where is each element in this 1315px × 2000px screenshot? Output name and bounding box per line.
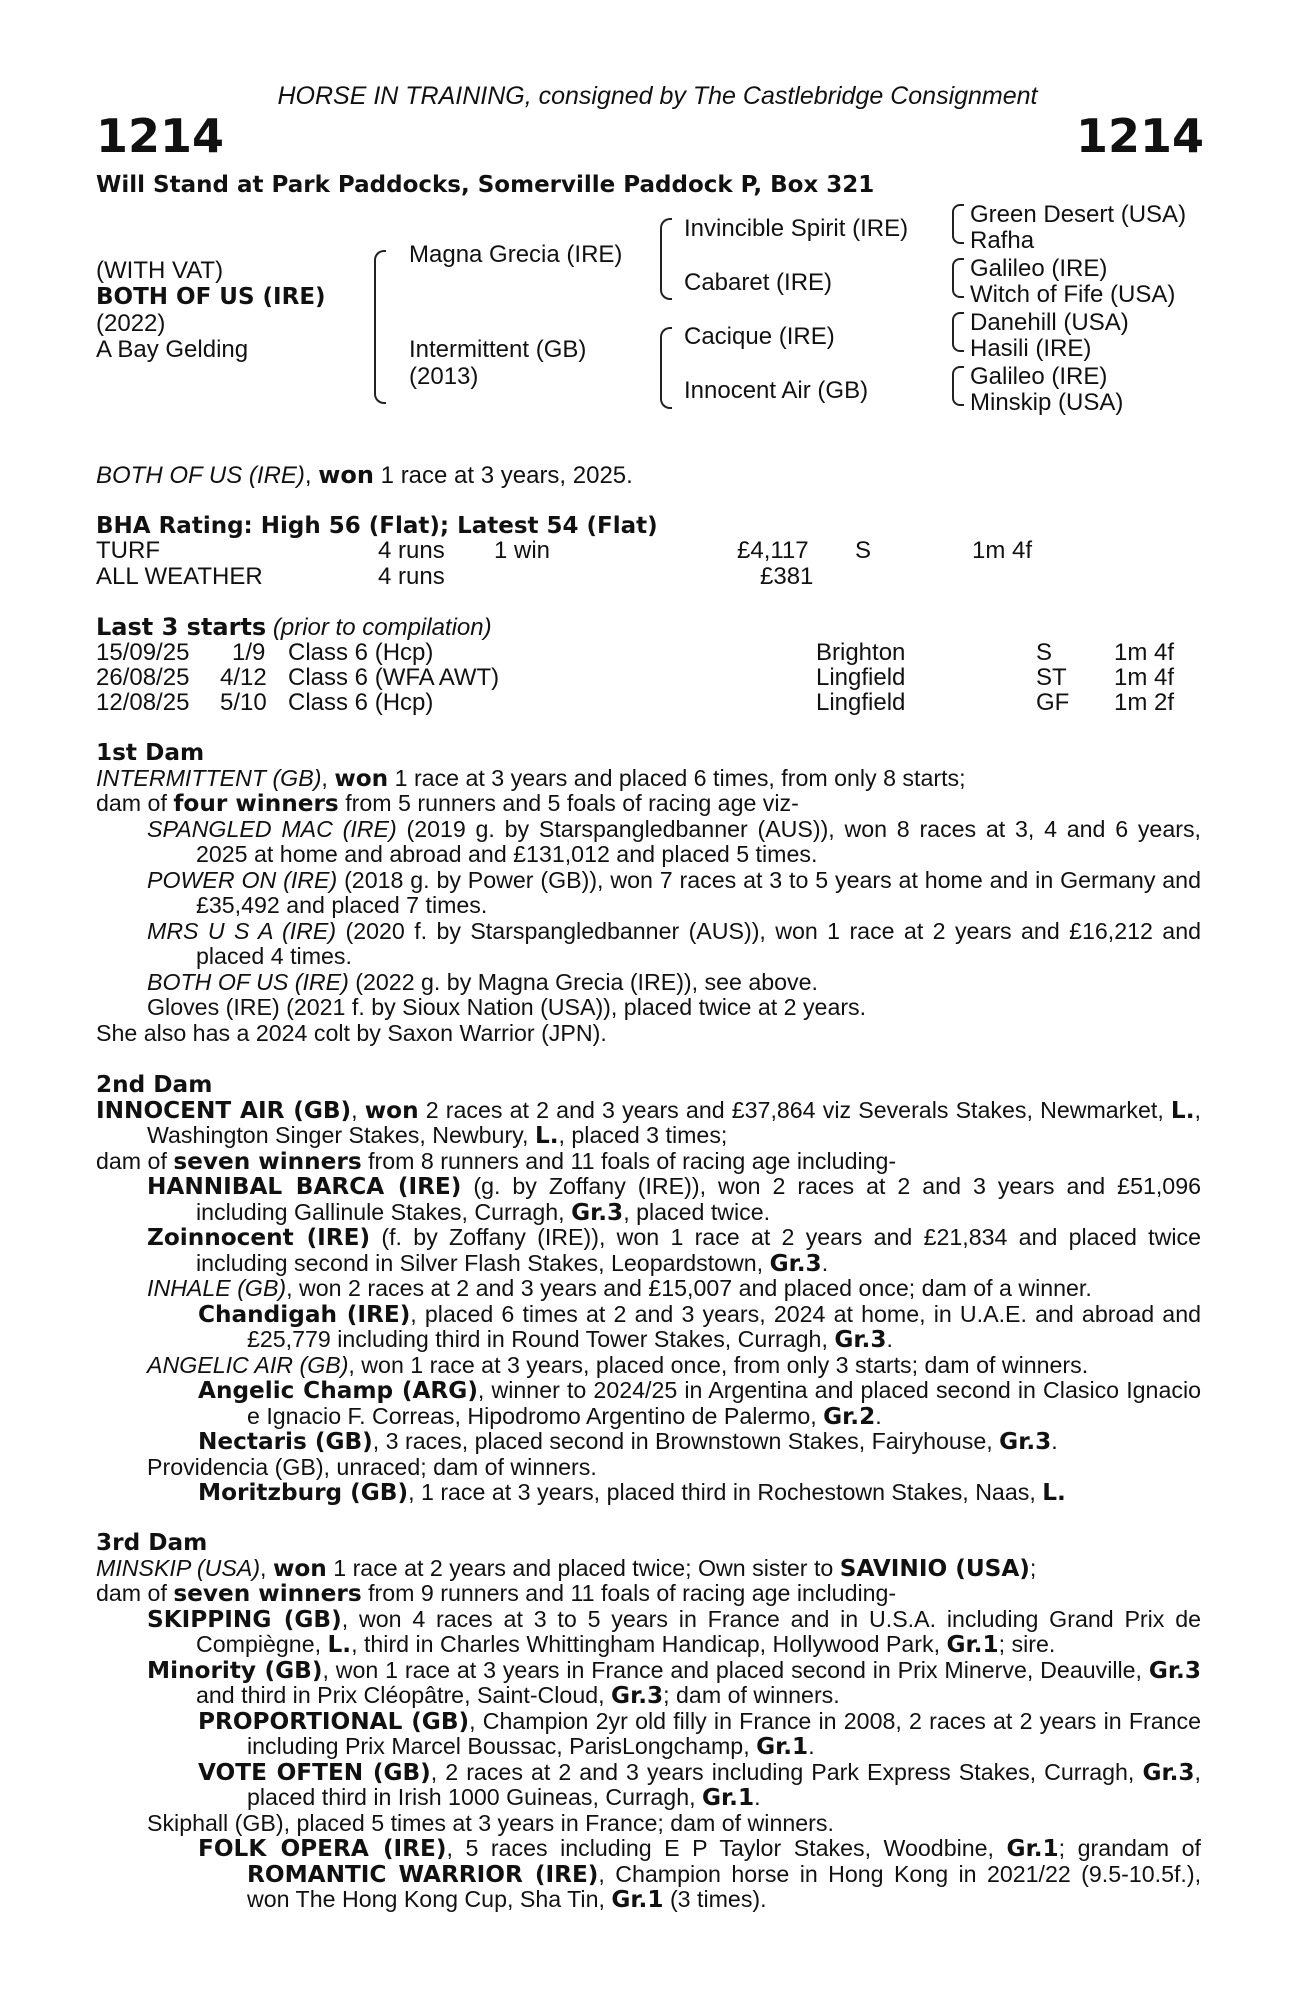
pedigree-brace-dam <box>660 327 672 409</box>
pedigree-brace-ds <box>952 312 964 352</box>
pedigree-dam-year: (2013) <box>409 363 479 390</box>
list-item: Zoinnocent (IRE) (f. by Zoffany (IRE)), won 1 race at 2 years and £21,834 and placed twice including second in Silver Flash Stakes, Leopardstown, Gr.3. <box>147 1224 1202 1277</box>
last-starts-title: Last 3 starts (prior to compilation) <box>96 613 492 641</box>
pedigree-sire-sire: Invincible Spirit (IRE) <box>684 215 909 242</box>
list-item: BOTH OF US (IRE) (2022 g. by Magna Grecia (IRE)), see above. <box>147 968 818 995</box>
third-dam-section: 3rd Dam MINSKIP (USA), won 1 race at 2 years and placed twice; Own sister to SAVINIO (USA); dam of seven winners from 9 runners and 11 foals of racing age including- SKIPPING (GB), won 4 races at 3 to 5 years in France and in U.S.A. including Grand Prix de Compiègne, L., third in Charles Whittingham Handicap, Hollywood Park, Gr.1; sire. Minority (GB), won 1 race at 3 years in France and placed second in Prix Minerve, Deauville, Gr.3 and third in Prix Cléopâtre, Saint-Cloud, Gr.3; dam of winners. PROPORTIONAL (GB), Champion 2yr old filly in France in 2008, 2 races at 2 years in France including Prix Marcel Boussac, ParisLongchamp, Gr.1. VOTE OFTEN (GB), 2 races at 2 and 3 years including Park Express Stakes, Curragh, Gr.3, placed third in Irish 1000 Guineas, Curragh, Gr.1. Skiphall (GB), placed 5 times at 3 years in France; dam of winners. FOLK OPERA (IRE), 5 races including E P Taylor Stakes, Woodbine, Gr.1; grandam of ROMANTIC WARRIOR (IRE), Champion horse in Hong Kong in 2021/22 (9.5-10.5f.), won The Hong Kong Cup, Sha Tin, Gr.1 (3 times). <box>96 1529 1202 1913</box>
list-item: POWER ON (IRE) (2018 g. by Power (GB)), won 7 races at 3 to 5 years at home and in Germany and £35,492 and placed 7 times. <box>147 866 1201 918</box>
list-item: Minority (GB), won 1 race at 3 years in France and placed second in Prix Minerve, Deauville, Gr.3 and third in Prix Cléopâtre, Saint-Cloud, Gr.3; dam of winners. <box>147 1656 1201 1709</box>
section-title: 2nd Dam <box>96 1071 213 1098</box>
bha-rating-title: BHA Rating: High 56 (Flat); Latest 54 (Flat) <box>96 513 658 539</box>
horse-year: (2022) <box>96 310 166 337</box>
pedigree-gen3-7: Galileo (IRE) <box>970 363 1108 390</box>
list-item: INHALE (GB), won 2 races at 2 and 3 years and £15,007 and placed once; dam of a winner. <box>147 1275 1092 1301</box>
list-item: PROPORTIONAL (GB), Champion 2yr old filly in France in 2008, 2 races at 2 years in France including Prix Marcel Boussac, ParisLongchamp, Gr.1. <box>198 1707 1201 1760</box>
vat-note: (WITH VAT) <box>96 257 224 284</box>
pedigree-gen3-6: Hasili (IRE) <box>970 335 1092 362</box>
list-item: Gloves (IRE) (2021 f. by Sioux Nation (USA)), placed twice at 2 years. <box>147 994 867 1020</box>
first-dam-section: 1st Dam INTERMITTENT (GB), won 1 race at 3 years and placed 6 times, from only 8 starts; dam of four winners from 5 runners and 5 foals of racing age viz- SPANGLED MAC (IRE) (2019 g. by Starspangledbanner (AUS)), won 8 races at 3, 4 and 6 years, 2025 at home and abroad and £131,012 and placed 5 times. POWER ON (IRE) (2018 g. by Power (GB)), won 7 races at 3 to 5 years at home and in Germany and £35,492 and placed 7 times. MRS U S A (IRE) (2020 f. by Starspangledbanner (AUS)), won 1 race at 2 years and £16,212 and placed 4 times. BOTH OF US (IRE) (2022 g. by Magna Grecia (IRE)), see above. Gloves (IRE) (2021 f. by Sioux Nation (USA)), placed twice at 2 years. She also has a 2024 colt by Saxon Warrior (JPN). <box>96 739 1201 1046</box>
list-item: FOLK OPERA (IRE), 5 races including E P Taylor Stakes, Woodbine, Gr.1; grandam of ROMANTIC WARRIOR (IRE), Champion horse in Hong Kong in 2021/22 (9.5-10.5f.), won The Hong Kong Cup, Sha Tin, Gr.1 (3 times). <box>198 1835 1202 1913</box>
list-item: Angelic Champ (ARG), winner to 2024/25 in Argentina and placed second in Clasico Ignacio e Ignacio F. Correas, Hipodromo Argentino de Palermo, Gr.2. <box>198 1377 1201 1430</box>
list-item: SPANGLED MAC (IRE) (2019 g. by Starspangledbanner (AUS)), won 8 races at 3, 4 and 6 years, 2025 at home and abroad and £131,012 and placed 5 times. <box>147 815 1201 867</box>
list-item: VOTE OFTEN (GB), 2 races at 2 and 3 years including Park Express Stakes, Curragh, Gr.3, placed third in Irish 1000 Guineas, Curragh, Gr.1. <box>198 1758 1201 1811</box>
catalogue-page: HORSE IN TRAINING, consigned by The Castlebridge Consignment 1214 1214 Will Stand at Park Paddocks, Somerville Paddock P, Box 321 (WITH VAT) BOTH OF US (IRE) (2022) A Bay Gelding Magna Grecia (IRE) Intermittent (GB) (2013) Invincible Spirit (IRE) Cabaret (IRE) Cacique (IRE) Innocent Air (GB) Green Desert (USA) Rafha Galileo (IRE) Witch of Fife (USA) Danehill (USA) Hasili (IRE) Galileo (IRE) Minskip (USA) BOTH OF US (IRE), won 1 race at 3 years, 2025. BHA Rating: High 56 (Flat); Latest 54 (Flat) TURF 4 runs 1 win £4,117 S 1m 4f ALL WEATHER 4 runs £381 Last 3 starts (prior to compilation) 15/09/25 1/9 Class 6 (Hcp) Brighton S 1m 4f 26/08/25 4/12 Class 6 (WFA AWT) Lingfield ST 1m 4f 12/08/25 5/10 Class 6 (Hcp) Lingfield GF 1m 2f 1st Dam INTERMITTENT (GB), won 1 race at 3 years and placed 6 times, from only 8 starts; dam of four winners from 5 runners and 5 foals of racing age viz- SPANGLED MAC (IRE) (2019 g. by Starspangledbanner (AUS)), won 8 races at 3, 4 and 6 years, 2025 at home and abroad and £131,012 and placed 5 times. POWER ON (IRE) (2018 g. by Power (GB)), won 7 races at 3 to 5 years at home and in Germany and £35,492 and placed 7 times. MRS U S A (IRE) (2020 f. by Starspangledbanner (AUS)), won 1 race at 2 years and £16,212 and placed 4 times. BOTH OF US (IRE) (2022 g. by Magna Grecia (IRE)), see above. Gloves (IRE) (2021 f. by Sioux Nation (USA)), placed twice at 2 years. She also has a 2024 colt by Saxon Warrior (JPN). 2nd Dam INNOCENT AIR (GB), won 2 races at 2 and 3 years and £37,864 viz Severals Stakes, Newmarket, L., Washington Singer Stakes, Newbury, L., placed 3 times; dam of seven winners from 8 runners and 11 foals of racing age including- HANNIBAL BARCA (IRE) (g. by Zoffany (IRE)), won 2 races at 2 and 3 years and £51,096 including Gallinule Stakes, Curragh, Gr.3, placed twice. Zoinnocent (IRE) (f. by Zoffany (IRE)), won 1 race at 2 years and £21,834 and placed twice including second in Silver Flash Stakes, Leopardstown, Gr.3. INHALE (GB), won 2 races at 2 and 3 years and £15,007 and placed once; dam of a winner. Chandigah (IRE), placed 6 times at 2 and 3 years, 2024 at home, in U.A.E. and abroad and £25,779 including third in Round Tower Stakes, Curragh, Gr.3. ANGELIC AIR (GB), won 1 race at 3 years, placed once, from only 3 starts; dam of winners. Angelic Champ (ARG), winner to 2024/25 in Argentina and placed second in Clasico Ignacio e Ignacio F. Correas, Hipodromo Argentino de Palermo, Gr.2. Nectaris (GB), 3 races, placed second in Brownstown Stakes, Fairyhouse, Gr.3. Providencia (GB), unraced; dam of winners. Moritzburg (GB), 1 race at 3 years, placed third in Rochestown Stakes, Naas, L. 3rd Dam MINSKIP (USA), won 1 race at 2 years and placed twice; Own sister to SAVINIO (USA); dam of seven winners from 9 runners and 11 foals of racing age including- SKIPPING (GB), won 4 races at 3 to 5 years in France and in U.S.A. including Grand Prix de Compiègne, L., third in Charles Whittingham Handicap, Hollywood Park, Gr.1; sire. Minority (GB), won 1 race at 3 years in France and placed second in Prix Minerve, Deauville, Gr.3 and third in Prix Cléopâtre, Saint-Cloud, Gr.3; dam of winners. PROPORTIONAL (GB), Champion 2yr old filly in France in 2008, 2 races at 2 years in France including Prix Marcel Boussac, ParisLongchamp, Gr.1. VOTE OFTEN (GB), 2 races at 2 and 3 years including Park Express Stakes, Curragh, Gr.3, placed third in Irish 1000 Guineas, Curragh, Gr.1. Skiphall (GB), placed 5 times at 3 years in France; dam of winners. FOLK OPERA (IRE), 5 races including E P Taylor Stakes, Woodbine, Gr.1; grandam of ROMANTIC WARRIOR (IRE), Champion horse in Hong Kong in 2021/22 (9.5-10.5f.), won The Hong Kong Cup, Sha Tin, Gr.1 (3 times). <box>0 0 1315 2000</box>
list-item: Nectaris (GB), 3 races, placed second in Brownstown Stakes, Fairyhouse, Gr.3. <box>198 1428 1058 1455</box>
list-item: ANGELIC AIR (GB), won 1 race at 3 years, placed once, from only 3 starts; dam of winners. <box>147 1351 1089 1378</box>
lot-number-right: 1214 <box>1075 109 1204 163</box>
pedigree-sire: Magna Grecia (IRE) <box>409 241 623 268</box>
race-summary: BOTH OF US (IRE), won 1 race at 3 years, 2025. <box>96 461 633 489</box>
list-item: MRS U S A (IRE) (2020 f. by Starspangledbanner (AUS)), won 1 race at 2 years and £16,212 and placed 4 times. <box>147 917 1201 969</box>
pedigree-brace-dd <box>952 366 964 406</box>
section-title: 3rd Dam <box>96 1529 208 1556</box>
pedigree-brace-ss <box>952 204 964 244</box>
pedigree-dam-sire: Cacique (IRE) <box>684 323 835 350</box>
list-item: SKIPPING (GB), won 4 races at 3 to 5 years in France and in U.S.A. including Grand Prix de Compiègne, L., third in Charles Whittingham Handicap, Hollywood Park, Gr.1; sire. <box>147 1605 1201 1658</box>
horse-name: BOTH OF US (IRE) <box>96 284 326 310</box>
section-title: 1st Dam <box>96 739 205 766</box>
pedigree-gen3-5: Danehill (USA) <box>970 309 1129 336</box>
stand-location: Will Stand at Park Paddocks, Somerville Paddock P, Box 321 <box>96 172 875 198</box>
horse-description: A Bay Gelding <box>96 336 249 363</box>
pedigree-brace-main <box>374 250 386 404</box>
pedigree-gen3-8: Minskip (USA) <box>970 389 1124 416</box>
list-item: Moritzburg (GB), 1 race at 3 years, placed third in Rochestown Stakes, Naas, L. <box>198 1479 1066 1506</box>
consignment-header: HORSE IN TRAINING, consigned by The Castlebridge Consignment <box>277 82 1038 110</box>
list-item: HANNIBAL BARCA (IRE) (g. by Zoffany (IRE)), won 2 races at 2 and 3 years and £51,096 including Gallinule Stakes, Curragh, Gr.3, placed twice. <box>147 1173 1201 1226</box>
pedigree-gen3-1: Green Desert (USA) <box>970 201 1187 228</box>
pedigree-brace-sire <box>660 218 672 300</box>
pedigree-gen3-3: Galileo (IRE) <box>970 255 1108 282</box>
pedigree-gen3-4: Witch of Fife (USA) <box>970 281 1176 308</box>
list-item: Chandigah (IRE), placed 6 times at 2 and 3 years, 2024 at home, in U.A.E. and abroad and £25,779 including third in Round Tower Stakes, Curragh, Gr.3. <box>198 1300 1201 1353</box>
pedigree-dam-dam: Innocent Air (GB) <box>684 377 869 404</box>
list-item: Skiphall (GB), placed 5 times at 3 years in France; dam of winners. <box>147 1809 834 1836</box>
pedigree-dam: Intermittent (GB) <box>409 336 587 363</box>
list-item: Providencia (GB), unraced; dam of winners. <box>147 1453 597 1480</box>
pedigree-brace-sd <box>952 258 964 298</box>
pedigree-gen3-2: Rafha <box>970 227 1035 254</box>
list-item: She also has a 2024 colt by Saxon Warrior (JPN). <box>96 1019 607 1046</box>
second-dam-section: 2nd Dam INNOCENT AIR (GB), won 2 races at 2 and 3 years and £37,864 viz Severals Stakes, Newmarket, L., Washington Singer Stakes, Newbury, L., placed 3 times; dam of seven winners from 8 runners and 11 foals of racing age including- HANNIBAL BARCA (IRE) (g. by Zoffany (IRE)), won 2 races at 2 and 3 years and £51,096 including Gallinule Stakes, Curragh, Gr.3, placed twice. Zoinnocent (IRE) (f. by Zoffany (IRE)), won 1 race at 2 years and £21,834 and placed twice including second in Silver Flash Stakes, Leopardstown, Gr.3. INHALE (GB), won 2 races at 2 and 3 years and £15,007 and placed once; dam of a winner. Chandigah (IRE), placed 6 times at 2 and 3 years, 2024 at home, in U.A.E. and abroad and £25,779 including third in Round Tower Stakes, Curragh, Gr.3. ANGELIC AIR (GB), won 1 race at 3 years, placed once, from only 3 starts; dam of winners. Angelic Champ (ARG), winner to 2024/25 in Argentina and placed second in Clasico Ignacio e Ignacio F. Correas, Hipodromo Argentino de Palermo, Gr.2. Nectaris (GB), 3 races, placed second in Brownstown Stakes, Fairyhouse, Gr.3. Providencia (GB), unraced; dam of winners. Moritzburg (GB), 1 race at 3 years, placed third in Rochestown Stakes, Naas, L. <box>96 1071 1202 1506</box>
lot-number-left: 1214 <box>96 109 225 163</box>
pedigree-sire-dam: Cabaret (IRE) <box>684 269 833 296</box>
